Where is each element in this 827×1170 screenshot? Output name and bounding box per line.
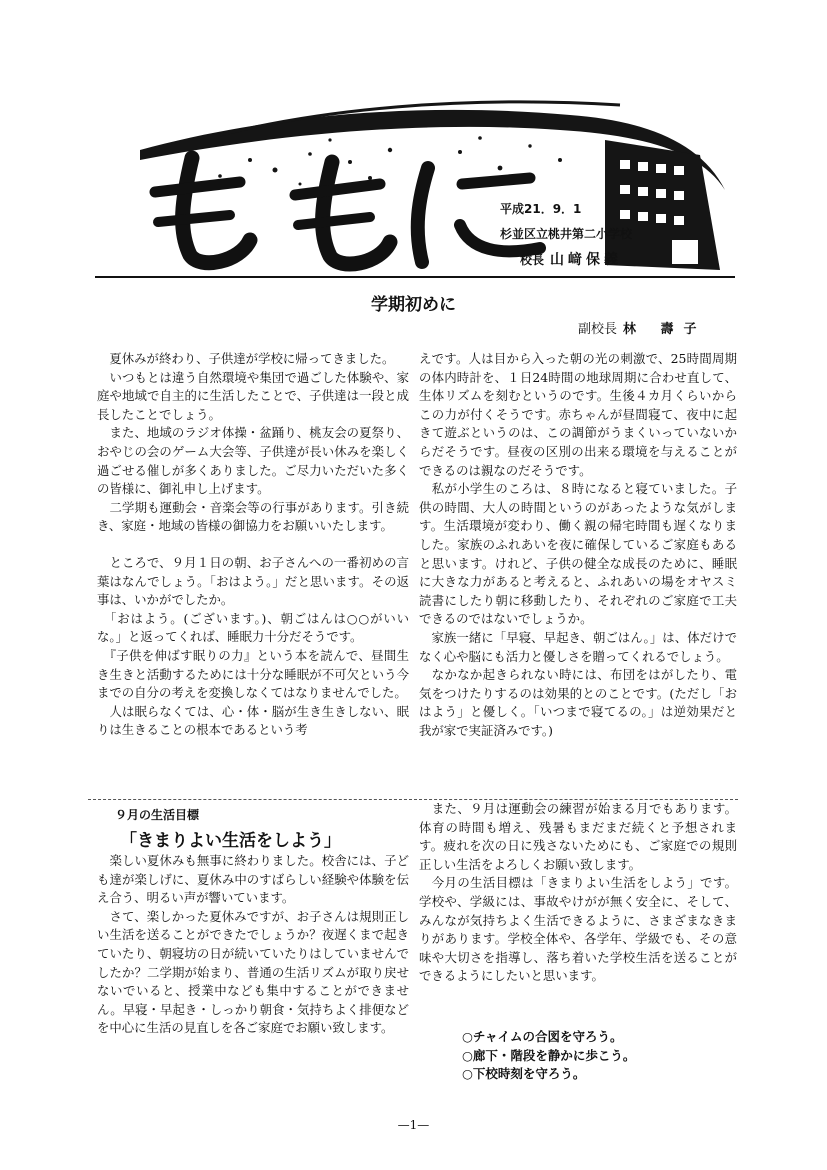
paragraph: 人は眠らなくては、心・体・脳が生き生きしない、眠りは生きることの根本であるという考	[97, 703, 409, 738]
paragraph: 家族一緒に「早寝、早起き、朝ごはん。」は、体だけでなく心や脳にも活力と優しさを贈ってくれるでしょう。	[419, 629, 737, 664]
rule-item: ○廊下・階段を静かに歩こう。	[462, 1047, 636, 1063]
paragraph: また、地域のラジオ体操・盆踊り、桃友会の夏祭り、おやじの会のゲーム大会等、子供達が長い休みを楽しく過ごせる催しが多くありました。ご尽力いただいた多くの皆様に、御礼申し上げます。	[97, 425, 409, 497]
author-name: 林 壽子	[623, 322, 707, 337]
paragraph: 『子供を伸ばす眠りの力』という本を読んで、昼間生き生きと活動するためには十分な睡眠が不可欠という今までの自分の考えを変換しなくてはなりませんでした。	[97, 647, 409, 701]
paragraph: なかなか起きられない時には、布団をはがしたり、電気をつけたりするのは効果的とのことです。(ただし「おはよう」と優しく。「いつまで寝てるの。」は逆効果だと我が家で実証済みです。)	[419, 667, 737, 738]
paragraph: いつもとは違う自然環境や集団で過ごした体験や、家庭や地域で自主的に生活したことで、子供達は一段と成長したことでしょう。	[97, 369, 409, 422]
article-right-column	[419, 350, 737, 740]
goal-title: 「きまりよい生活をしよう」	[120, 831, 341, 851]
rule-item: ○下校時刻を守ろう。	[462, 1066, 586, 1081]
article-title: 学期初めに	[371, 295, 456, 315]
masthead-logo-illustration	[100, 80, 730, 280]
goal-label: ９月の生活目標	[115, 808, 200, 822]
paragraph: 夏休みが終わり、子供達が学校に帰ってきました。	[97, 351, 395, 366]
paragraph: 「おはよう。(ございます。)、朝ごはんは○○がいいな。」と返ってくれば、睡眠力十分だそうです。	[97, 610, 409, 645]
paragraph: さて、楽しかった夏休みですが、お子さんは規則正しい生活を送ることができたでしょうか？夜遅くまで起きていたり、朝寝坊の日が続いていたりはしていませんでしたか？二学期が始まり、普通の生活リズムが取り戻せないでいると、授業中なども集中することができません。早寝・早起き・しっかり朝食・気持ちよく排便などを中心に生活の見直しを各ご家庭でお願い致します。	[97, 908, 409, 1036]
page-number: —1—	[397, 1118, 430, 1132]
principal	[520, 249, 622, 269]
paragraph: 楽しい夏休みも無事に終わりました。校舎には、子ども達が楽しげに、夏休み中のすばらしい経験や体験を伝え合う、明るい声が響いています。	[97, 853, 409, 906]
paragraph: 二学期も運動会・音楽会等の行事があります。引き続き、家庭・地域の皆様の御協力をお願いいたします。	[97, 499, 409, 534]
goal-rules-list	[462, 1028, 635, 1084]
goals-left-column	[97, 852, 409, 1038]
author-role: 副校長	[578, 322, 618, 337]
principal-label: 校長	[520, 253, 545, 267]
paragraph: 私が小学生のころは、８時になると寝ていました。子供の時間、大人の時間というのがあったような気がします。生活環境が変わり、働く親の帰宅時間も遅くなりました。家族のふれあいを夜に確保しているご家庭もあると思います。けれど、子供の健全な成長のために、睡眠に大きな力があると考えると、ふれあいの場をオヤスミ読書にしたり朝に移動したり、それぞれのご家庭で工夫できるのではないでしょうか。	[419, 481, 737, 627]
paragraph: 今月の生活目標は「きまりよい生活をしよう」です。学校や、学級には、事故やけがが無く安全に、そして、みんなが気持ちよく生活できるように、さまざまなきまりがあります。学校全体や、各学年、学級でも、その意味や大切さを指導し、落ち着いた学校生活を送ることができるようにしたいと思います。	[419, 875, 737, 984]
principal-name: 山﨑保義	[550, 252, 623, 268]
school-name: 杉並区立桃井第二小学校	[500, 227, 633, 241]
paragraph: えです。人は目から入った朝の光の刺激で、25時間周期の体内時計を、１日24時間の地球周期に合わせ直して、生体リズムを刻むというのです。生後４カ月くらいからこの力が付くそうです。赤ちゃんが昼間寝て、夜中に起きて遊ぶというのは、この調節がうまくいっていないからだそうです。昼夜の区別の出来る環境を与えることができるのは親なのだそうです。	[419, 351, 737, 478]
article-author	[578, 318, 707, 337]
paragraph: ところで、９月１日の朝、お子さんへの一番初めの言葉はなんでしょう。「おはよう。」だと思います。その返事は、いかがでしたか。	[97, 554, 409, 608]
paragraph-gap	[97, 536, 409, 554]
header-divider	[95, 276, 735, 278]
paragraph: また、９月は運動会の練習が始まる月でもあります。体育の時間も増え、残暑もまだまだ続くと予想されます。疲れを次の日に残さないためにも、ご家庭での規則正しい生活をよろしくお願い致します。	[419, 801, 737, 872]
rule-item: ○チャイムの合図を守ろう。	[462, 1029, 623, 1044]
issue-date: 平成21．9．1	[500, 202, 582, 216]
goals-right-column	[419, 800, 737, 986]
article-left-column	[97, 350, 409, 740]
